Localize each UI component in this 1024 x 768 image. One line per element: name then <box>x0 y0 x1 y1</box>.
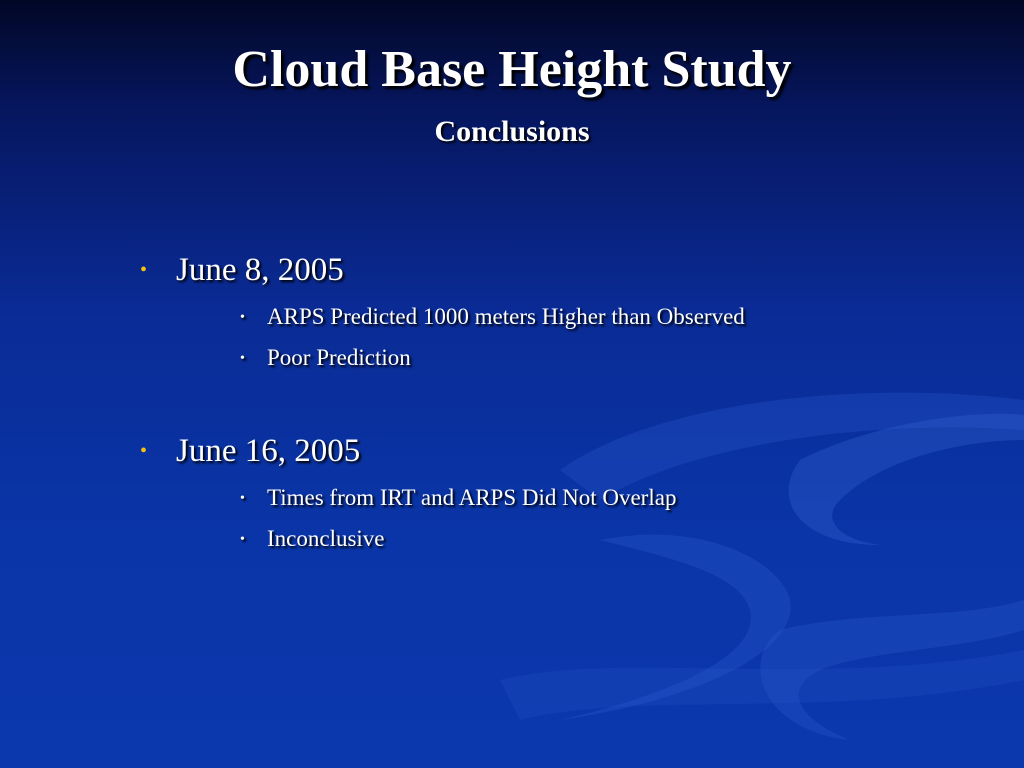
bullet-icon: • <box>140 259 148 281</box>
section-heading-june-8 <box>140 250 344 294</box>
list-item <box>240 524 385 558</box>
list-item <box>240 302 745 336</box>
list-item-text: Poor Prediction <box>267 345 411 370</box>
bullet-icon: • <box>140 440 148 462</box>
list-item <box>240 483 676 517</box>
list-item-text: ARPS Predicted 1000 meters Higher than Observed <box>267 304 745 329</box>
bullet-icon: • <box>240 491 245 506</box>
section-heading-text: June 16, 2005 <box>176 433 361 469</box>
bullet-icon: • <box>240 532 245 547</box>
section-heading-june-16 <box>140 431 360 475</box>
slide-title: Cloud Base Height Study <box>232 41 792 98</box>
section-heading-text: June 8, 2005 <box>176 252 344 288</box>
bullet-icon: • <box>240 351 245 366</box>
slide-subtitle: Conclusions <box>434 115 590 148</box>
list-item <box>240 343 411 377</box>
list-item-text: Times from IRT and ARPS Did Not Overlap <box>267 485 677 510</box>
bullet-icon: • <box>240 310 245 325</box>
list-item-text: Inconclusive <box>267 526 385 551</box>
